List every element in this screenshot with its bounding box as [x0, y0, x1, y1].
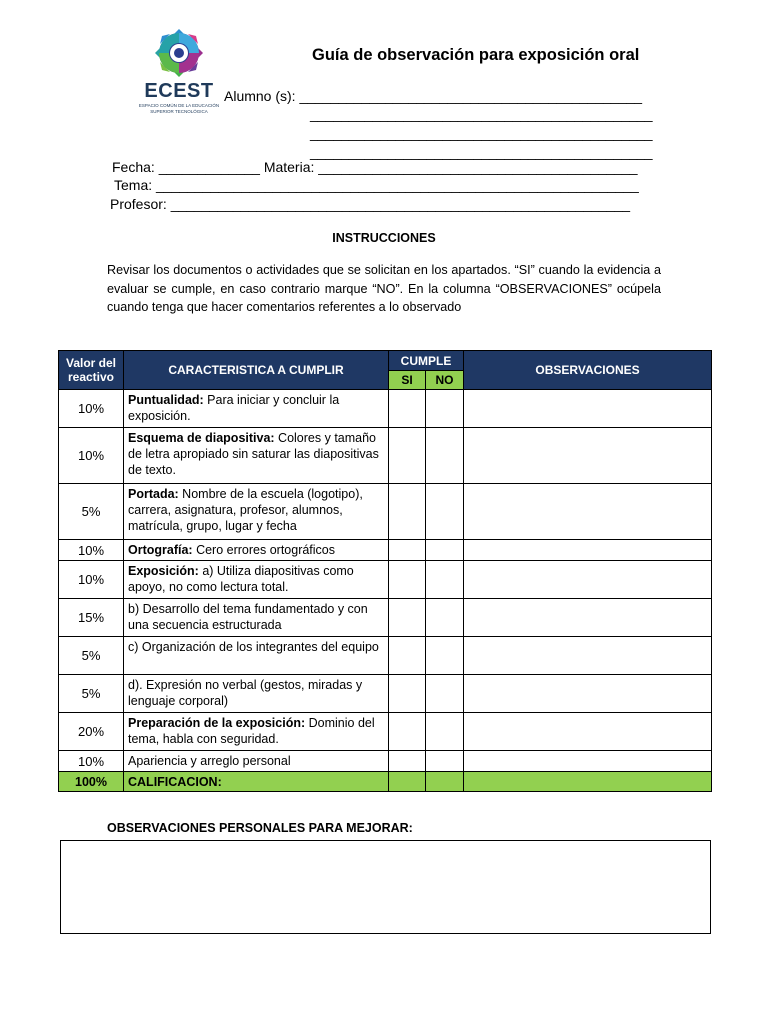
row-characteristic-bold: Preparación de la exposición:: [128, 716, 306, 730]
header-si: SI: [389, 371, 426, 390]
table-row: [59, 675, 712, 713]
table-row: [59, 561, 712, 599]
no-cell[interactable]: [426, 561, 464, 599]
no-cell[interactable]: [426, 390, 464, 428]
logo-name: ECEST: [144, 80, 214, 102]
no-cell[interactable]: [426, 484, 464, 540]
page-title: Guía de observación para exposición oral: [312, 46, 640, 64]
no-cell[interactable]: [426, 540, 464, 561]
row-characteristic: [124, 751, 389, 772]
logo-subtitle-1: ESPACIO COMÚN DE LA EDUCACIÓN: [138, 103, 220, 108]
header-caracteristica: CARACTERISTICA A CUMPLIR: [124, 351, 389, 390]
row-characteristic-bold: Esquema de diapositiva:: [128, 431, 275, 445]
row-value: 5%: [59, 484, 124, 540]
row-characteristic-bold: Ortografía:: [128, 543, 193, 557]
observation-cell[interactable]: [464, 428, 712, 484]
table-row: [59, 540, 712, 561]
row-value: 10%: [59, 561, 124, 599]
row-characteristic: [124, 484, 389, 540]
header-cumple: CUMPLE: [389, 351, 464, 371]
table-row: [59, 751, 712, 772]
row-characteristic-text: b) Desarrollo del tema fundamentado y con una secuencia estructurada: [128, 602, 368, 632]
si-cell[interactable]: [389, 561, 426, 599]
total-value: 100%: [59, 772, 124, 792]
total-label: CALIFICACION:: [124, 772, 389, 792]
profesor-field[interactable]: Profesor: ___________________________________________________________: [110, 196, 631, 212]
no-cell[interactable]: [426, 599, 464, 637]
si-cell[interactable]: [389, 637, 426, 675]
row-value: 5%: [59, 637, 124, 675]
row-characteristic-text: a) Utiliza diapositivas como apoyo, no como lectura total.: [128, 564, 354, 594]
ecest-logo: [138, 28, 220, 120]
si-cell[interactable]: [389, 751, 426, 772]
gear-logo-icon: [138, 28, 220, 80]
observation-cell[interactable]: [464, 599, 712, 637]
instructions-text: Revisar los documentos o actividades que se solicitan en los apartados. “SI” cuando la evidencia a evaluar se cumple, en caso contrario marque “NO”. En la columna “OBSERVACIONES” ocúpela cuando tenga que hacer comentarios referentes a lo observado: [107, 263, 661, 315]
tema-field[interactable]: Tema: ______________________________________________________________: [114, 177, 639, 193]
row-characteristic: [124, 561, 389, 599]
row-characteristic-bold: Puntualidad:: [128, 393, 204, 407]
observation-cell[interactable]: [464, 751, 712, 772]
row-characteristic-text: Dominio del tema, habla con seguridad.: [128, 716, 375, 746]
si-cell[interactable]: [389, 428, 426, 484]
alumno-label: Alumno (s):: [224, 88, 296, 104]
header-no: NO: [426, 371, 464, 390]
total-row: [59, 772, 712, 792]
row-value: 10%: [59, 390, 124, 428]
alumno-line-2[interactable]: ____________________________________________: [310, 106, 653, 122]
alumno-line-4[interactable]: ____________________________________________: [310, 144, 653, 160]
row-characteristic: [124, 637, 389, 675]
header-valor: Valor del reactivo: [59, 351, 124, 390]
logo-subtitle-2: SUPERIOR TECNOLÓGICA: [150, 109, 208, 114]
no-cell[interactable]: [426, 637, 464, 675]
row-value: 20%: [59, 713, 124, 751]
personal-observations-box[interactable]: [60, 840, 711, 934]
row-characteristic-text: Cero errores ortográficos: [192, 543, 336, 557]
observation-cell[interactable]: [464, 637, 712, 675]
row-characteristic-text: Nombre de la escuela (logotipo), carrera, asignatura, profesor, alumnos, matrícula, grupo, lugar y fecha: [128, 487, 363, 533]
alumno-line-3[interactable]: ____________________________________________: [310, 125, 653, 141]
row-characteristic-text: d). Expresión no verbal (gestos, miradas y lenguaje corporal): [128, 678, 363, 708]
row-value: 5%: [59, 675, 124, 713]
observation-cell[interactable]: [464, 675, 712, 713]
alumno-field[interactable]: Alumno (s): ____________________________________________: [224, 88, 643, 104]
row-characteristic-text: Para iniciar y concluir la exposición.: [128, 393, 340, 423]
row-characteristic-text: Colores y tamaño de letra apropiado sin saturar las diapositivas de texto.: [128, 431, 379, 477]
row-value: 10%: [59, 751, 124, 772]
observation-cell[interactable]: [464, 713, 712, 751]
row-characteristic-bold: Exposición:: [128, 564, 199, 578]
row-characteristic: [124, 540, 389, 561]
no-cell[interactable]: [426, 713, 464, 751]
observation-cell[interactable]: [464, 540, 712, 561]
si-cell[interactable]: [389, 390, 426, 428]
row-characteristic: [124, 675, 389, 713]
row-characteristic: [124, 713, 389, 751]
total-no-cell[interactable]: [426, 772, 464, 792]
table-row: [59, 713, 712, 751]
table-row: [59, 484, 712, 540]
no-cell[interactable]: [426, 751, 464, 772]
row-characteristic-text: Apariencia y arreglo personal: [128, 754, 291, 768]
observation-cell[interactable]: [464, 561, 712, 599]
si-cell[interactable]: [389, 713, 426, 751]
row-characteristic: [124, 599, 389, 637]
row-characteristic-bold: Portada:: [128, 487, 179, 501]
header-observaciones: OBSERVACIONES: [464, 351, 712, 390]
table-row: [59, 599, 712, 637]
si-cell[interactable]: [389, 484, 426, 540]
row-value: 15%: [59, 599, 124, 637]
profesor-label: Profesor:: [110, 196, 167, 212]
si-cell[interactable]: [389, 540, 426, 561]
row-characteristic: [124, 428, 389, 484]
materia-label: Materia:: [263, 159, 315, 175]
si-cell[interactable]: [389, 675, 426, 713]
row-value: 10%: [59, 540, 124, 561]
fecha-label: Fecha:: [112, 159, 155, 175]
total-si-cell[interactable]: [389, 772, 426, 792]
evaluation-table: [58, 350, 712, 792]
observation-cell[interactable]: [464, 390, 712, 428]
table-row: [59, 428, 712, 484]
instructions-heading: INSTRUCCIONES: [332, 231, 436, 245]
row-characteristic-text: c) Organización de los integrantes del equipo: [128, 640, 379, 654]
table-row: [59, 637, 712, 675]
observation-cell[interactable]: [464, 484, 712, 540]
si-cell[interactable]: [389, 599, 426, 637]
no-cell[interactable]: [426, 428, 464, 484]
table-row: [59, 390, 712, 428]
row-characteristic: [124, 390, 389, 428]
fecha-materia-row[interactable]: Fecha: _____________ Materia: _________________________________________: [112, 159, 638, 175]
total-observation-cell[interactable]: [464, 772, 712, 792]
tema-label: Tema:: [114, 177, 153, 193]
no-cell[interactable]: [426, 675, 464, 713]
row-value: 10%: [59, 428, 124, 484]
personal-observations-title: OBSERVACIONES PERSONALES PARA MEJORAR:: [107, 821, 413, 835]
